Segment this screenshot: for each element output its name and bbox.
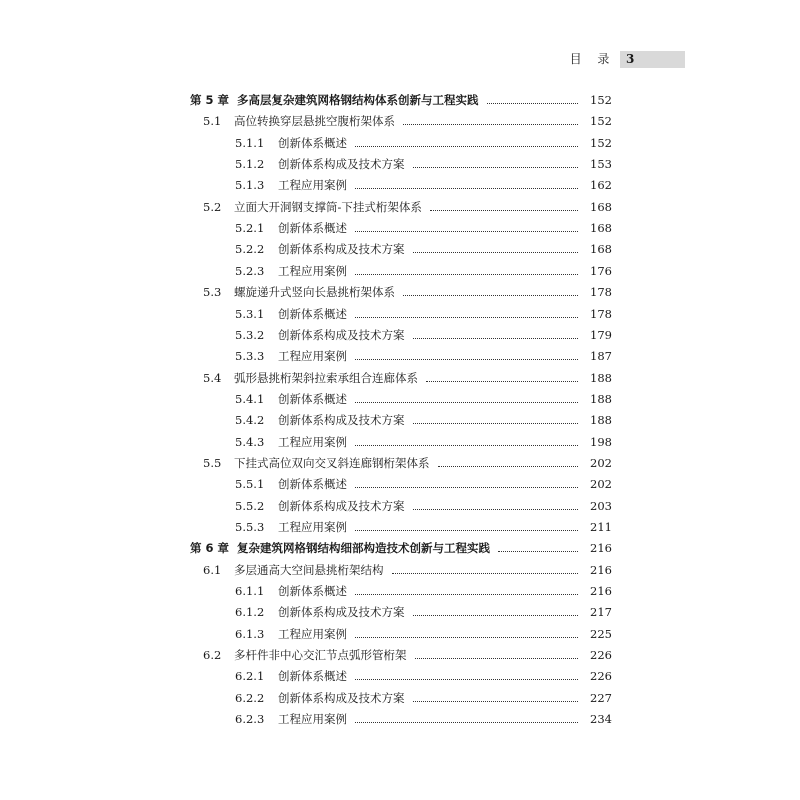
- entry-number: 5.2.3: [235, 263, 265, 278]
- dot-leader: [355, 593, 578, 595]
- entry-number: 5.2.2: [235, 242, 265, 257]
- toc-entry-subsection[interactable]: [235, 690, 612, 706]
- dot-leader: [355, 678, 578, 680]
- toc-entry-subsection[interactable]: [235, 583, 612, 599]
- dot-leader: [355, 444, 578, 446]
- entry-page-number: 227: [590, 690, 612, 705]
- entry-page-number: 178: [590, 285, 612, 300]
- dot-leader: [426, 380, 578, 382]
- header-page-number: 3: [620, 51, 685, 68]
- dot-leader: [415, 657, 579, 659]
- toc-entry-subsection[interactable]: [235, 498, 612, 514]
- entry-title: 创新体系概述: [278, 477, 347, 492]
- dot-leader: [355, 401, 578, 403]
- entry-page-number: 188: [590, 413, 612, 428]
- toc-entry-subsection[interactable]: [235, 711, 612, 727]
- entry-title: 多杆件非中心交汇节点弧形管桁架: [234, 648, 407, 663]
- entry-page-number: 152: [590, 93, 612, 107]
- entry-number: 5.4.1: [235, 391, 265, 406]
- toc-entry-subsection[interactable]: [235, 604, 612, 620]
- entry-page-number: 216: [590, 541, 612, 556]
- entry-page-number: 216: [590, 562, 612, 577]
- dot-leader: [355, 721, 578, 723]
- toc-entry-subsection[interactable]: [235, 263, 612, 279]
- entry-page-number: 188: [590, 391, 612, 406]
- toc-entry-section[interactable]: [203, 370, 612, 386]
- entry-page-number: 152: [590, 114, 612, 129]
- entry-title: 创新体系概述: [278, 135, 347, 150]
- entry-page-number: 216: [590, 584, 612, 599]
- entry-page-number: 168: [590, 242, 612, 257]
- toc-entry-subsection[interactable]: [235, 626, 612, 642]
- entry-title: 工程应用案例: [278, 178, 347, 193]
- entry-page-number: 176: [590, 263, 612, 278]
- entry-title: 创新体系构成及技术方案: [278, 605, 405, 620]
- entry-number: 6.2: [203, 648, 222, 663]
- entry-page-number: 187: [590, 349, 612, 364]
- entry-title: 创新体系概述: [278, 584, 347, 599]
- toc-entry-subsection[interactable]: [235, 519, 612, 535]
- dot-leader: [438, 465, 579, 467]
- entry-title: 创新体系构成及技术方案: [278, 498, 405, 513]
- entry-page-number: 168: [590, 199, 612, 214]
- entry-title: 创新体系概述: [278, 306, 347, 321]
- entry-page-number: 202: [590, 477, 612, 492]
- dot-leader: [355, 636, 578, 638]
- dot-leader: [413, 251, 579, 253]
- entry-page-number: 202: [590, 455, 612, 470]
- entry-title: 弧形悬挑桁架斜拉索承组合连廊体系: [234, 370, 418, 385]
- dot-leader: [355, 230, 578, 232]
- entry-title: 工程应用案例: [278, 626, 347, 641]
- entry-title: 创新体系概述: [278, 669, 347, 684]
- toc-entry-subsection[interactable]: [235, 391, 612, 407]
- entry-page-number: 225: [590, 626, 612, 641]
- entry-number: 5.1.1: [235, 135, 265, 150]
- dot-leader: [413, 337, 579, 339]
- entry-number: 5.3.1: [235, 306, 265, 321]
- entry-title: 高位转换穿层悬挑空腹桁架体系: [234, 114, 395, 129]
- entry-page-number: 178: [590, 306, 612, 321]
- dot-leader: [413, 166, 579, 168]
- entry-number: 5.1.2: [235, 157, 265, 172]
- entry-page-number: 203: [590, 498, 612, 513]
- entry-title: 多高层复杂建筑网格钢结构体系创新与工程实践: [237, 93, 479, 107]
- entry-title: 下挂式高位双向交叉斜连廊钢桁架体系: [234, 455, 430, 470]
- toc-entry-subsection[interactable]: [235, 241, 612, 257]
- entry-number: 6.2.3: [235, 712, 265, 727]
- entry-page-number: 226: [590, 669, 612, 684]
- entry-number: 5.1: [203, 114, 222, 129]
- entry-number: 5.4: [203, 370, 222, 385]
- toc-entry-subsection[interactable]: [235, 177, 612, 193]
- entry-page-number: 153: [590, 157, 612, 172]
- entry-number: 6.1: [203, 562, 222, 577]
- dot-leader: [413, 508, 579, 510]
- toc-entry-section[interactable]: [203, 199, 612, 215]
- dot-leader: [355, 187, 578, 189]
- entry-page-number: 226: [590, 648, 612, 663]
- entry-number: 第 5 章: [190, 93, 230, 107]
- entry-page-number: 188: [590, 370, 612, 385]
- entry-page-number: 234: [590, 712, 612, 727]
- entry-title: 创新体系构成及技术方案: [278, 157, 405, 172]
- dot-leader: [413, 700, 579, 702]
- dot-leader: [355, 145, 578, 147]
- dot-leader: [413, 422, 579, 424]
- dot-leader: [498, 550, 578, 552]
- entry-number: 5.4.3: [235, 434, 265, 449]
- dot-leader: [403, 123, 578, 125]
- entry-page-number: 179: [590, 327, 612, 342]
- entry-number: 5.5: [203, 455, 222, 470]
- dot-leader: [487, 102, 579, 104]
- entry-page-number: 168: [590, 221, 612, 236]
- dot-leader: [403, 294, 578, 296]
- toc-entry-section[interactable]: [203, 455, 612, 471]
- dot-leader: [355, 358, 578, 360]
- toc-entry-subsection[interactable]: [235, 412, 612, 428]
- dot-leader: [430, 209, 578, 211]
- toc-entry-subsection[interactable]: [235, 434, 612, 450]
- entry-number: 6.1.2: [235, 605, 265, 620]
- toc-entry-section[interactable]: [203, 562, 612, 578]
- toc-entry-subsection[interactable]: [235, 668, 612, 684]
- entry-page-number: 152: [590, 135, 612, 150]
- dot-leader: [355, 486, 578, 488]
- dot-leader: [355, 529, 578, 531]
- toc-entry-subsection[interactable]: [235, 476, 612, 492]
- entry-page-number: 198: [590, 434, 612, 449]
- toc-entry-subsection[interactable]: [235, 220, 612, 236]
- entry-number: 5.3: [203, 285, 222, 300]
- entry-number: 第 6 章: [190, 541, 230, 556]
- entry-number: 5.4.2: [235, 413, 265, 428]
- entry-title: 工程应用案例: [278, 434, 347, 449]
- entry-title: 创新体系构成及技术方案: [278, 242, 405, 257]
- entry-title: 工程应用案例: [278, 263, 347, 278]
- toc-entry-subsection[interactable]: [235, 156, 612, 172]
- entry-number: 5.5.1: [235, 477, 265, 492]
- entry-title: 工程应用案例: [278, 712, 347, 727]
- entry-number: 5.3.2: [235, 327, 265, 342]
- entry-page-number: 217: [590, 605, 612, 620]
- entry-number: 5.1.3: [235, 178, 265, 193]
- entry-title: 螺旋递升式竖向长悬挑桁架体系: [234, 285, 395, 300]
- dot-leader: [355, 273, 578, 275]
- entry-title: 复杂建筑网格钢结构细部构造技术创新与工程实践: [237, 541, 490, 556]
- entry-title: 创新体系构成及技术方案: [278, 690, 405, 705]
- entry-title: 多层通高大空间悬挑桁架结构: [234, 562, 384, 577]
- entry-number: 6.2.2: [235, 690, 265, 705]
- entry-number: 6.1.1: [235, 584, 265, 599]
- entry-title: 立面大开洞钢支撑筒-下挂式桁架体系: [234, 199, 422, 214]
- dot-leader: [413, 614, 579, 616]
- toc-entry-subsection[interactable]: [235, 135, 612, 151]
- entry-number: 5.3.3: [235, 349, 265, 364]
- entry-number: 5.5.2: [235, 498, 265, 513]
- entry-title: 创新体系构成及技术方案: [278, 413, 405, 428]
- toc-entry-chapter[interactable]: [190, 92, 612, 108]
- dot-leader: [355, 316, 578, 318]
- entry-title: 工程应用案例: [278, 349, 347, 364]
- entry-number: 6.2.1: [235, 669, 265, 684]
- entry-title: 创新体系概述: [278, 391, 347, 406]
- entry-number: 5.5.3: [235, 520, 265, 534]
- entry-page-number: 162: [590, 178, 612, 193]
- entry-title: 创新体系概述: [278, 221, 347, 236]
- toc-entry-chapter[interactable]: [190, 540, 612, 556]
- dot-leader: [392, 572, 579, 574]
- toc-entry-subsection[interactable]: [235, 327, 612, 343]
- entry-number: 5.2: [203, 199, 222, 214]
- toc-entry-section[interactable]: [203, 647, 612, 663]
- entry-number: 5.2.1: [235, 221, 265, 236]
- toc-entry-section[interactable]: [203, 113, 612, 129]
- header-label: 目 录: [569, 52, 616, 66]
- toc-entry-section[interactable]: [203, 284, 612, 300]
- entry-title: 工程应用案例: [278, 520, 347, 534]
- toc-entry-subsection[interactable]: [235, 306, 612, 322]
- entry-title: 创新体系构成及技术方案: [278, 327, 405, 342]
- toc-entry-subsection[interactable]: [235, 348, 612, 364]
- entry-number: 6.1.3: [235, 626, 265, 641]
- entry-page-number: 211: [590, 520, 612, 534]
